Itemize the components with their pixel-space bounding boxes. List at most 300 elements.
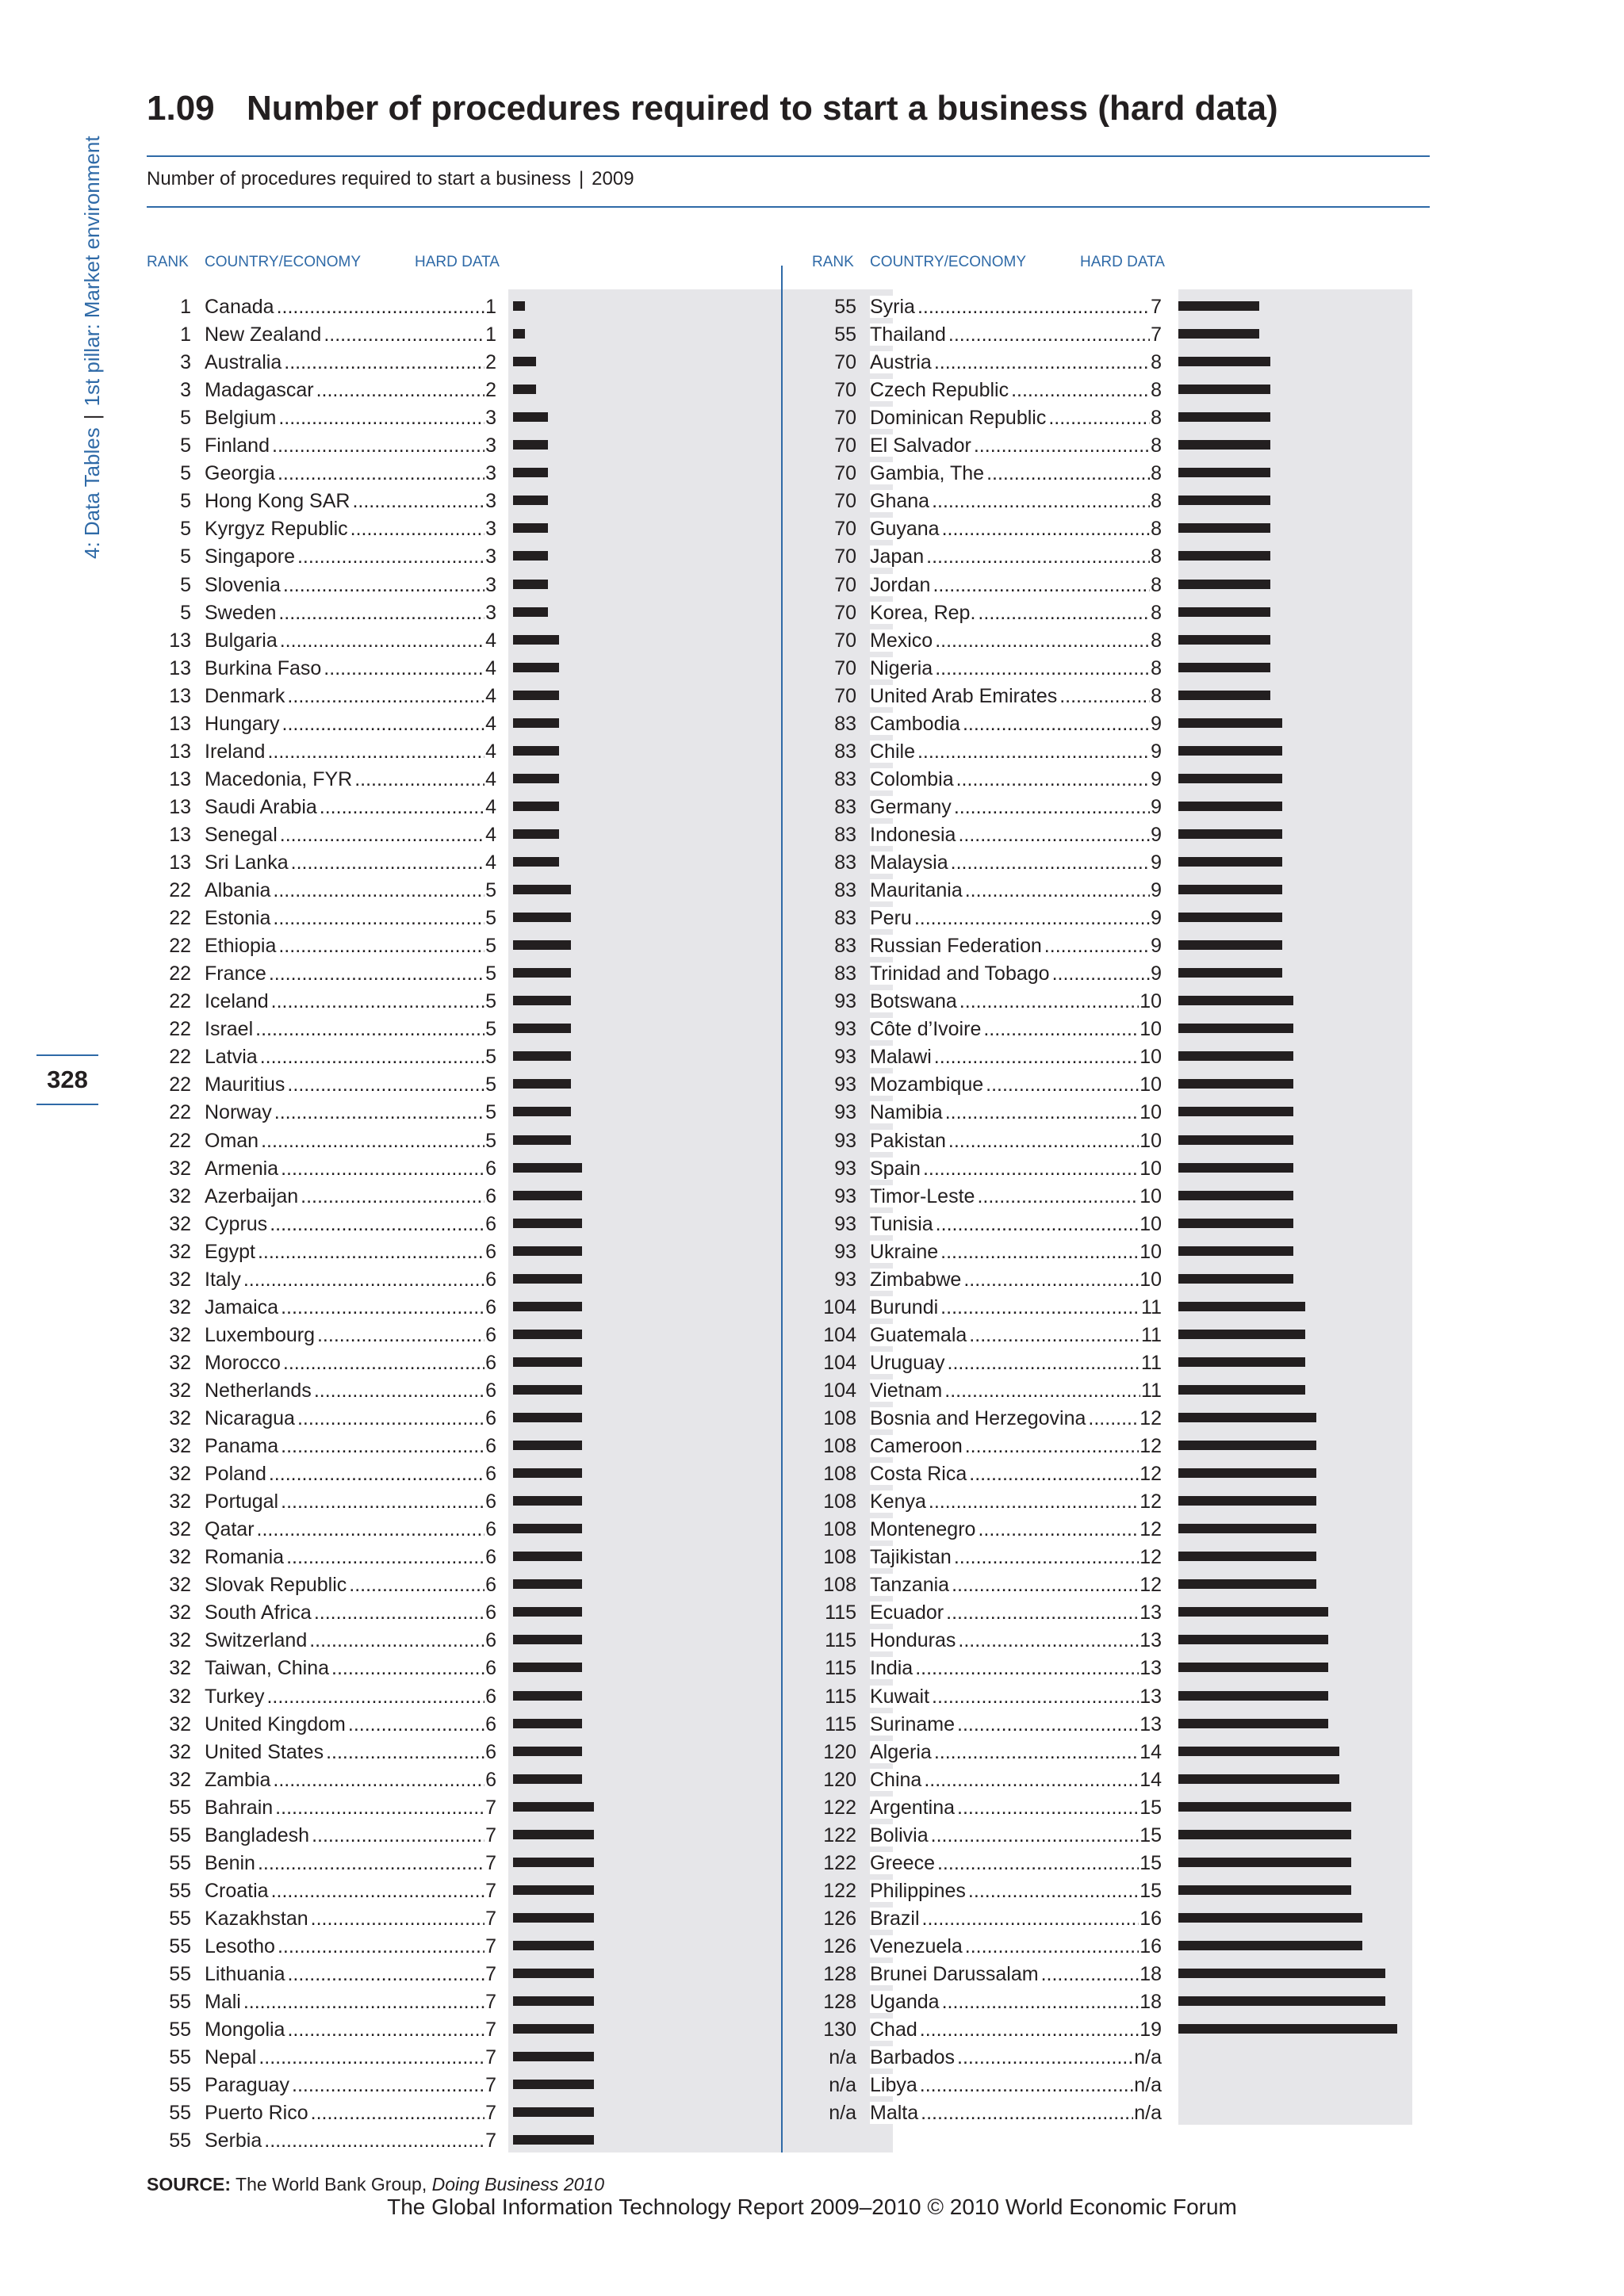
value-text: 9 [1150,766,1162,794]
value-text: 6 [485,1488,496,1516]
value-bar [1178,496,1270,505]
table-row [147,1127,908,1155]
country-name: India [870,1657,915,1679]
country-cell [870,515,1162,543]
country-name: Taiwan, China [205,1657,331,1679]
country-name: Chile [870,740,917,763]
rank-cell: 13 [169,684,191,707]
country-name: Cyprus [205,1213,270,1235]
country-cell [870,599,1162,627]
value-bar [513,1635,582,1644]
rank-cell: 122 [823,1823,856,1846]
table-row [812,1488,1573,1516]
rank-cell: 70 [834,684,856,707]
value-text: 5 [485,1071,496,1099]
value-text: 4 [485,766,496,794]
leader-dots [959,990,1162,1012]
table-row [147,1405,908,1433]
rank-header: RANK [147,254,189,270]
value-text: 6 [485,1155,496,1183]
table-row [147,1599,908,1627]
table-row [812,710,1573,738]
table-row [812,572,1573,599]
value-bar [513,1774,582,1784]
leader-dots [963,713,1162,735]
value-bar [513,496,548,505]
country-cell [205,432,496,460]
country-name: Cambodia [870,713,963,735]
value-bar [1178,1330,1305,1339]
country-name: Guatemala [870,1324,969,1346]
country-cell [870,1683,1162,1711]
table-row [812,1683,1573,1711]
value-text: n/a [1133,2099,1162,2127]
rank-cell: 32 [169,1379,191,1402]
leader-dots [350,518,496,540]
value-text: 6 [485,1266,496,1294]
value-bar [513,746,559,756]
leader-dots [301,1185,496,1207]
table-row [147,543,908,571]
leader-dots [287,2019,496,2041]
value-text: 6 [485,1183,496,1211]
country-name: Puerto Rico [205,2102,311,2124]
country-cell [205,821,496,849]
leader-dots [275,1797,496,1819]
value-bar [1178,1135,1293,1145]
country-name: Dominican Republic [870,407,1048,429]
value-text: n/a [1133,2044,1162,2072]
value-text: 8 [1150,599,1162,627]
value-text: 10 [1139,1127,1162,1155]
table-row [147,1794,908,1822]
leader-dots [274,1101,496,1123]
rank-cell: 70 [834,351,856,374]
country-name: United Kingdom [205,1713,348,1735]
leader-dots [269,1463,496,1485]
value-text: 13 [1139,1711,1162,1739]
rank-cell: 115 [825,1629,856,1652]
country-name: Romania [205,1546,286,1568]
value-text: 4 [485,627,496,655]
table-row [812,404,1573,432]
leader-dots [917,740,1162,763]
country-cell [205,572,496,599]
table-row [147,2044,908,2072]
country-cell [205,2099,496,2127]
value-text: 5 [485,960,496,988]
value-bar [513,1468,582,1478]
table-row [812,1905,1573,1933]
table-row [812,432,1573,460]
leader-dots [312,1824,496,1846]
country-name: Argentina [870,1797,957,1819]
country-cell [870,1099,1162,1127]
value-text: 8 [1150,543,1162,571]
country-name: Sri Lanka [205,851,291,874]
rank-cell: 22 [169,907,191,930]
leader-dots [944,1380,1162,1402]
country-name: Canada [205,296,277,318]
table-row [147,1155,908,1183]
source-note [147,2174,604,2195]
country-cell [205,1211,496,1238]
value-bar [1178,1024,1293,1033]
leader-dots [272,434,496,457]
country-cell [205,1322,496,1349]
leader-dots [929,1490,1162,1513]
country-name: Thailand [870,323,948,346]
rank-cell: 55 [169,1796,191,1819]
rank-cell: 83 [834,879,856,902]
table-row [147,349,908,377]
value-text: 6 [485,1405,496,1433]
value-bar [513,968,571,978]
value-bar [513,580,548,589]
value-bar [513,1191,582,1200]
rank-cell: 3 [180,351,191,374]
value-bar [513,940,571,950]
country-name: Bangladesh [205,1824,312,1846]
table-row [812,1627,1573,1655]
value-text: 8 [1150,488,1162,515]
value-text: 15 [1139,1794,1162,1822]
leader-dots [311,2102,496,2124]
value-text: 11 [1140,1377,1162,1405]
table-row [147,404,908,432]
country-cell [870,1627,1162,1655]
country-name: Germany [870,796,954,818]
leader-dots [948,1352,1162,1374]
leader-dots [936,1213,1162,1235]
value-bar [513,1274,582,1284]
country-cell [870,1238,1162,1266]
value-bar [1178,1802,1351,1812]
value-text: 9 [1150,932,1162,960]
country-cell [870,2072,1162,2099]
value-text: 12 [1139,1516,1162,1544]
country-cell [870,460,1162,488]
value-bar [1178,1552,1316,1561]
table-row [147,1711,908,1739]
country-name: Brunei Darussalam [870,1963,1041,1985]
table-row [147,794,908,821]
value-text: 3 [485,404,496,432]
value-bar [1178,746,1282,756]
value-bar [1178,1774,1339,1784]
leader-dots [320,796,496,818]
country-cell [205,710,496,738]
country-cell [870,849,1162,877]
value-text: 7 [485,2099,496,2127]
country-name: Kuwait [870,1686,932,1708]
rank-cell: 115 [825,1601,856,1624]
value-text: 6 [485,1322,496,1349]
country-name: Albania [205,879,273,901]
table-row [812,1822,1573,1850]
value-bar [1178,1969,1385,1978]
value-bar [513,1969,594,1978]
leader-dots [958,1629,1162,1651]
rank-cell: 5 [180,545,191,568]
country-name: Barbados [870,2046,957,2068]
country-cell [205,293,496,321]
rank-cell: 115 [825,1685,856,1708]
leader-dots [923,1158,1162,1180]
leader-dots [261,1130,496,1152]
table-row [812,766,1573,794]
country-name: Botswana [870,990,959,1012]
table-row [147,988,908,1016]
value-bar [1178,857,1282,867]
subtitle-year: 2009 [592,168,634,189]
subtitle-rule [147,206,1430,208]
country-cell [870,1961,1162,1988]
rank-cell: 22 [169,1018,191,1041]
country-name: Chad [870,2019,920,2041]
table-row [147,293,908,321]
rank-cell: 93 [834,1101,856,1124]
country-name: Ireland [205,740,267,763]
table-row [812,2016,1573,2044]
value-bar [1178,1607,1328,1617]
leader-dots [934,1046,1162,1068]
country-name: Finland [205,434,272,457]
table-row [812,1933,1573,1961]
table-row [147,1961,908,1988]
table-row [147,1766,908,1794]
rank-cell: 5 [180,573,191,596]
leader-dots [965,879,1162,901]
country-name: Mauritania [870,879,965,901]
value-text: 8 [1150,655,1162,683]
value-bar [1178,1302,1305,1311]
country-header: COUNTRY/ECONOMY [205,254,362,270]
rank-cell: 83 [834,935,856,958]
country-cell [870,404,1162,432]
rank-cell: 55 [169,2019,191,2042]
country-cell [205,1294,496,1322]
rank-cell: 32 [169,1295,191,1318]
value-bar [513,1246,582,1256]
country-name: Nicaragua [205,1407,297,1429]
value-text: 10 [1139,1183,1162,1211]
country-cell [870,1794,1162,1822]
rank-cell: 104 [823,1379,856,1402]
value-bar [513,301,525,311]
table-row [812,1850,1573,1877]
country-name: Gambia, The [870,462,986,484]
country-name: Paraguay [205,2074,292,2096]
value-bar [1178,1885,1351,1895]
table-row [812,1433,1573,1460]
table-row [812,849,1573,877]
leader-dots [1052,962,1162,985]
country-name: Greece [870,1852,937,1874]
value-bar [513,551,548,561]
country-name: Morocco [205,1352,283,1374]
value-bar [1178,1635,1328,1644]
table-row [147,1544,908,1571]
country-cell [205,849,496,877]
rank-cell: 55 [169,2102,191,2125]
value-bar [1178,663,1270,672]
country-name: Mozambique [870,1073,986,1096]
value-text: 7 [485,1794,496,1822]
rank-cell: 70 [834,629,856,652]
rank-cell: 108 [823,1546,856,1569]
title-rule [147,155,1430,157]
leader-dots [314,1601,496,1624]
side-separator: | [80,414,104,420]
rank-cell: 32 [169,1685,191,1708]
country-cell [870,932,1162,960]
value-bar [513,718,559,728]
table-row [812,877,1573,905]
country-name: Australia [205,351,284,373]
rank-cell: 13 [169,656,191,679]
leader-dots [948,1130,1162,1152]
country-cell [870,349,1162,377]
value-bar [513,1441,582,1450]
country-name: Oman [205,1130,261,1152]
value-bar [1178,1663,1328,1672]
value-text: 8 [1150,349,1162,377]
value-bar [513,1079,571,1089]
country-name: Azerbaijan [205,1185,301,1207]
leader-dots [291,851,496,874]
country-name: Guyana [870,518,942,540]
country-name: New Zealand [205,323,324,346]
table-row [147,1238,908,1266]
table-row [147,1516,908,1544]
country-name: Denmark [205,685,287,707]
value-text: 5 [485,905,496,932]
value-bar [1178,1357,1305,1367]
value-text: 3 [485,460,496,488]
value-bar [513,635,559,645]
country-name: Estonia [205,907,273,929]
leader-dots [933,574,1162,596]
table-row [147,766,908,794]
table-row [812,794,1573,821]
value-text: 9 [1150,710,1162,738]
rank-cell: 32 [169,1407,191,1429]
leader-dots [258,1241,496,1263]
table-row [812,1794,1573,1822]
country-cell [870,1850,1162,1877]
country-cell [870,655,1162,683]
country-name: Brazil [870,1908,922,1930]
leader-dots [283,574,496,596]
table-row [812,293,1573,321]
leader-dots [283,1352,496,1374]
country-cell [870,627,1162,655]
leader-dots [940,1296,1162,1318]
country-name: Madagascar [205,379,316,401]
country-cell [205,1655,496,1682]
value-text: 6 [485,1599,496,1627]
value-bar [513,1802,594,1812]
table-row [147,1099,908,1127]
country-name: Ukraine [870,1241,940,1263]
leader-dots [917,296,1162,318]
table-row [147,572,908,599]
value-text: 6 [485,1294,496,1322]
country-name: Malta [870,2102,921,2124]
rank-cell: 13 [169,712,191,735]
value-bar [1178,1219,1293,1228]
value-bar [513,357,536,366]
table-row [147,1683,908,1711]
table-row [147,377,908,404]
table-row [812,988,1573,1016]
table-row [147,1294,908,1322]
country-name: Vietnam [870,1380,944,1402]
value-bar [1178,468,1270,477]
country-name: Tunisia [870,1213,936,1235]
country-name: Suriname [870,1713,957,1735]
country-cell [205,1238,496,1266]
value-text: 9 [1150,794,1162,821]
value-text: 14 [1139,1739,1162,1766]
country-name: Bahrain [205,1797,275,1819]
table-row [147,1322,908,1349]
rank-cell: 83 [834,962,856,985]
leader-dots [317,1324,496,1346]
leader-dots [271,1880,496,1902]
country-name: Hungary [205,713,282,735]
value-text: 6 [485,1683,496,1711]
table-row [147,905,908,932]
leader-dots [316,379,496,401]
rank-cell: n/a [829,2102,856,2125]
rank-cell: n/a [829,2046,856,2069]
value-text: 4 [485,655,496,683]
country-name: Ethiopia [205,935,278,957]
table-row [812,321,1573,349]
leader-dots [349,1574,496,1596]
country-name: Korea, Rep. [870,602,978,624]
country-name: Poland [205,1463,269,1485]
rank-cell: 115 [825,1712,856,1735]
country-cell [870,2044,1162,2072]
country-cell [205,1766,496,1794]
value-bar [1178,329,1259,339]
rank-cell: 83 [834,823,856,846]
value-text: 16 [1139,1933,1162,1961]
rank-cell: 93 [834,1073,856,1096]
value-text: 10 [1139,1043,1162,1071]
country-cell [870,1183,1162,1211]
country-cell [205,460,496,488]
table-row [147,1377,908,1405]
leader-dots [280,824,496,846]
leader-dots [281,1435,496,1457]
country-cell [205,1739,496,1766]
leader-dots [954,796,1162,818]
rank-cell: 13 [169,823,191,846]
value-text: 9 [1150,877,1162,905]
rank-cell: 32 [169,1212,191,1235]
value-bar [513,468,548,477]
rank-cell: 13 [169,767,191,790]
country-name: Kenya [870,1490,929,1513]
rank-cell: 5 [180,434,191,457]
table-row [812,1544,1573,1571]
rank-cell: 93 [834,1129,856,1152]
rank-cell: 32 [169,1240,191,1263]
